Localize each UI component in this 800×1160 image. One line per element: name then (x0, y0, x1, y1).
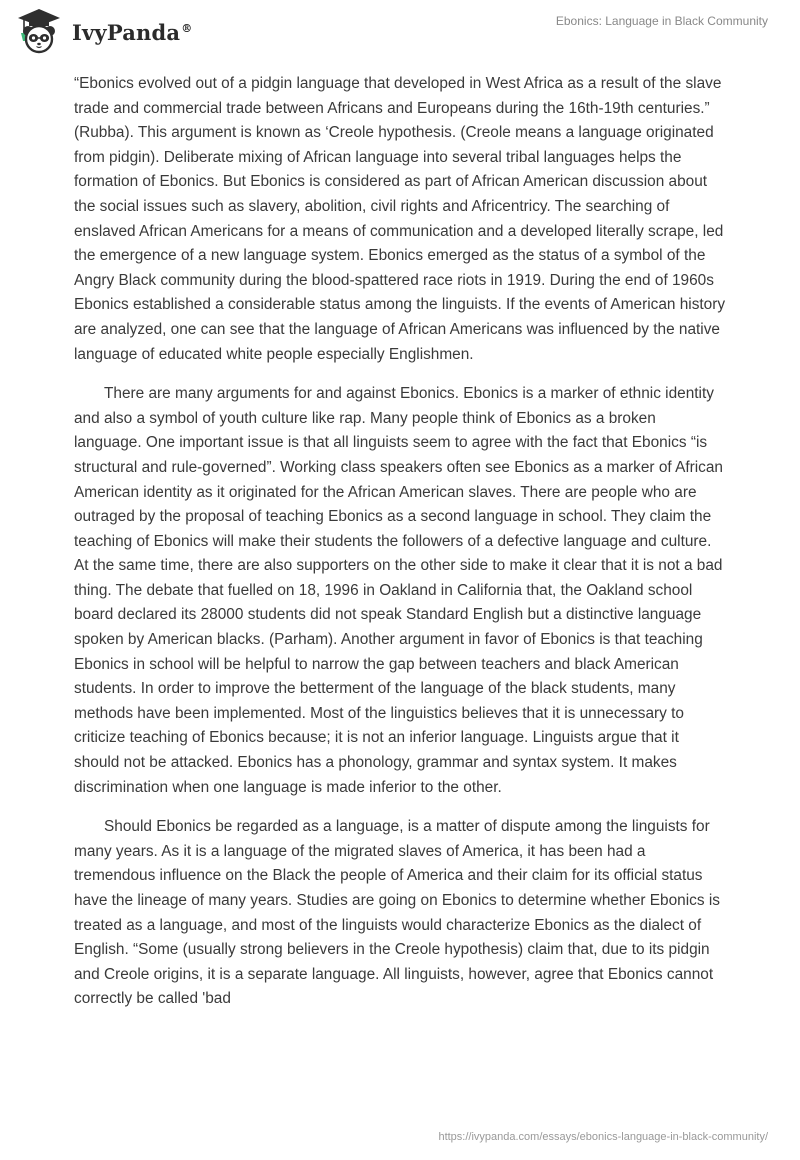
paragraph-1: “Ebonics evolved out of a pidgin language that developed in West Africa as a result of the slave trade and commercial trade between Africans and Europeans during the 16th-19th centuries.” (Rubba). This argument is known as ‘Creole hypothesis. (Creole means a language originated from pidgin). Deliberate mixing of African language into several tribal languages helps the formation of Ebonics. But Ebonics is considered as part of African American discussion about the social issues such as slavery, abolition, civil rights and Africentricy. The searching of enslaved African Americans for a means of communication and a developed literally scrape, led the emergence of a new language system. Ebonics emerged as the status of a symbol of the Angry Black community during the blood-spattered race riots in 1919. During the end of 1960s Ebonics established a considerable status among the linguists. If the events of American history are analyzed, one can see that the language of African Americans was influenced by the native language of educated white people especially Englishmen. (74, 75, 726, 363)
panda-graduate-icon (14, 7, 64, 57)
ivypanda-logo[interactable] (14, 7, 192, 57)
source-url[interactable]: https://ivypanda.com/essays/ebonics-language-in-black-community/ (438, 1131, 768, 1143)
essay-body (74, 72, 726, 1027)
brand-name: IvyPanda® (72, 19, 193, 45)
trademark-symbol: ® (181, 21, 193, 35)
paragraph-2: There are many arguments for and against Ebonics. Ebonics is a marker of ethnic identity and also a symbol of youth culture like rap. Many people think of Ebonics as a broken language. One important issue is that all linguists seem to agree with the fact that Ebonics “is structural and rule-governed”. Working class speakers often see Ebonics as a marker of African American identity as it originated for the African American slaves. There are people who are outraged by the proposal of teaching Ebonics as a second language in school. They claim the teaching of Ebonics will make their students the followers of a defective language and culture. At the same time, there are also supporters on the other side to make it clear that it is not a bad thing. The debate that fuelled on 18, 1996 in Oakland in California that, the Oakland school board declared its 28000 students did not speak Standard English but a distinctive language spoken by American blacks. (Parham). Another argument in favor of Ebonics is that teaching Ebonics in school will be helpful to narrow the gap between teachers and black American students. In order to improve the betterment of the language of the black students, many methods have been implemented. Most of the linguistics believes that it is unnecessary to criticize teaching of Ebonics because; it is not an inferior language. Linguists argue that it should not be attacked. Ebonics has a phonology, grammar and syntax system. It makes discrimination when one language is made inferior to the other. (74, 385, 723, 796)
paragraph-3: Should Ebonics be regarded as a language, is a matter of dispute among the linguists for many years. As it is a language of the migrated slaves of America, it has been had a tremendous influence on the Black the people of America and their claim for its official status have the lineage of many years. Studies are going on Ebonics to determine whether Ebonics is treated as a language, and most of the linguists would characterize Ebonics as the dialect of English. “Some (usually strong believers in the Creole hypothesis) claim that, due to its pidgin and Creole origins, it is a separate language. All linguists, however, agree that Ebonics cannot correctly be called 'bad (74, 818, 720, 1008)
page-header (0, 0, 800, 70)
document-title: Ebonics: Language in Black Community (555, 14, 768, 28)
